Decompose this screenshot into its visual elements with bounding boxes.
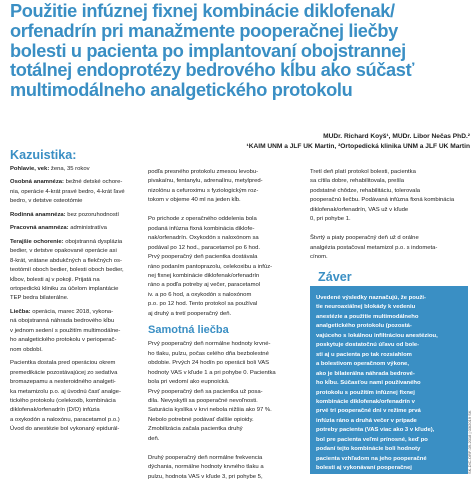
title-line: orfenadrín pri manažmente pooperačnej liečby	[10, 20, 398, 41]
title-line: totálnej endoprotézy bedrového kĺbu ako súčasť	[10, 60, 414, 81]
section-heading-samotna-liecba: Samotná liečba	[148, 324, 229, 337]
paragraph-premedication	[10, 359, 142, 435]
author-affiliations: ¹KAIM UNM a JLF UK Martin, ²Ortopedická klinika UNM a JLF UK Martin	[246, 142, 470, 150]
text-line: dýchania, normálne hodnoty krvného tlaku a	[148, 464, 264, 471]
text-line: sa cítila dobre, rehabilitovala, prešla	[310, 178, 404, 185]
text-line: infúzia ráno a druhá večer v prípade	[316, 417, 417, 424]
text-line: tokom v objeme 40 ml na jeden kĺb.	[148, 197, 241, 204]
text-line: analgetického protokolu (pozostá-	[316, 323, 412, 330]
text-line: poskytuje dostatočnú úľavu od bole-	[316, 342, 420, 349]
text-line: kĺbov, bolesti aj v pokoji. Prijatá na	[10, 276, 100, 283]
text-line: nej fixnej kombinácie diklofenak/orfenadrín	[148, 272, 260, 279]
text-line: premedikácie pozostávajúcej zo sedatíva	[10, 369, 118, 376]
text-line: bežné detské ochore-	[64, 179, 123, 186]
text-line: ráno podaním pantoprazolu, celekoxibu a infúz-	[148, 263, 273, 270]
text-line: pivakaínu, fentanylu, adrenalínu, metylpred-	[148, 178, 263, 185]
field-label: Rodinná anamnéza:	[10, 211, 66, 218]
paragraph-treatment	[10, 308, 142, 355]
text-line: ako je bilaterálna náhrada bedrové-	[316, 370, 415, 377]
text-line: Úvod do anestézie bol vykonaný epidurál-	[10, 426, 120, 433]
text-line: Uvedené výsledky naznačujú, že použi-	[316, 295, 426, 301]
text-line: Zmobilizácia začala pacientka druhý	[148, 426, 243, 433]
text-line	[310, 225, 466, 234]
text-line: 0, pri pohybe 1.	[310, 216, 351, 223]
author-names: MUDr. Richard Koyš¹, MUDr. Libor Nečas PhD.²	[323, 133, 470, 140]
text-line: podával po 12 hod., paracetamol po 6 hod.	[148, 244, 261, 251]
text-line: aj druhý a tretí pooperačný deň.	[148, 310, 232, 317]
text-line: pacienta vzhľadom na jeho pooperačné	[316, 455, 427, 462]
text-line: bolesti aj vykonávaní pooperačnej	[316, 465, 412, 472]
text-line: 8-krát, vrátane abdukčných a flekčných os-	[10, 257, 122, 264]
author-block	[215, 132, 470, 151]
field-label: Pohlavie, vek:	[10, 166, 50, 172]
text-line: tického protokolu (celekoxib, kombinácia	[10, 397, 116, 404]
text-line: ho analgetického protokolu v perioperač-	[10, 337, 117, 344]
text-line: podaní tejto kombinácie boli hodnoty	[316, 446, 421, 453]
text-line: protokolu s použitím infúznej fixnej	[316, 389, 415, 396]
text-line: ho kĺbu. Súčasťou nami používaného	[316, 380, 421, 387]
text-line: analgézia postačoval metamizol p.o. s indometa-	[310, 244, 438, 251]
text-line: dila. Nevyskytli sa pooperačné nevoľnosti.	[148, 397, 258, 404]
column-day3	[310, 168, 466, 284]
text-line: ná obojstranná náhrada bedrového kĺbu	[10, 318, 115, 325]
text-line: bedier, v detstve opakované operácie asi	[10, 248, 117, 255]
text-line: teotómií oboch bedier, bolesti oboch bedier,	[10, 267, 124, 274]
text-line: nia, operácie 4-krát pravé bedro, 4-krát ľavé	[10, 188, 125, 195]
text-line: anestézie a použitie multimodálneho	[316, 313, 419, 320]
paragraph-family-history	[10, 211, 142, 220]
text-line: Pacientka dostala pred operáciou okrem	[10, 360, 116, 367]
title-line: Použitie infúznej fixnej kombinácie diklofenak/	[10, 1, 395, 21]
text-line: iv. a po 6 hod, a oxykodón s naloxónom	[148, 291, 252, 298]
text-line: Prvý pooperačný deň sa pacientka už posa-	[148, 388, 263, 395]
text-line: tie neuroaxiálnej blokády k vedeniu	[316, 304, 416, 311]
text-line: p.o. po 12 hod. Tento protokol sa používal	[148, 301, 258, 308]
text-line: Prvý pooperačný deň normálne hodnoty krvné-	[148, 341, 271, 348]
text-line: diklofenak/orfenadrín (D/O) infúzia	[10, 407, 100, 414]
text-line: Po prichode z operačného oddelenia bola	[148, 216, 257, 223]
text-line: ka metamizolu p.o. aj úvodnú časť analge-	[10, 388, 121, 395]
paragraph-work-history	[10, 224, 142, 233]
text-line: Štvrtý a piaty pooperačný deň už d orálne	[310, 235, 419, 242]
paragraph-postop	[148, 340, 301, 482]
text-line: sti aj u pacienta po tak rozsiahlom	[316, 351, 412, 358]
text-line: diklofenak/orfenadrín, VAS už v kľude	[310, 206, 409, 213]
text-line: a bolestivom operačnom výkone,	[316, 361, 409, 368]
paragraph-protocol	[148, 168, 301, 319]
text-line: Saturácia kyslíka v krvi nebola nižšia ako 97 %.	[148, 407, 272, 414]
text-line: operácia, marec 2018, vykona-	[30, 308, 114, 315]
text-line: prvé tri pooperačné dni v režime prvá	[316, 408, 421, 415]
article-title	[10, 2, 468, 101]
title-line: multimodálneho analgetického protokolu	[10, 80, 353, 101]
paragraph-day3	[310, 168, 466, 263]
text-line: Druhý pooperačný deň normálne frekvencia	[148, 454, 263, 461]
text-line: potreby pacienta (VAS viac ako 3 v kľude),	[316, 427, 435, 434]
section-heading-kazuistika: Kazuistika:	[10, 148, 77, 162]
text-line: ortopedickú kliniku za účelom implantácie	[10, 285, 119, 292]
text-line: pulzu, hodnota VAS v kľude 3, pri pohybe 5,	[148, 473, 263, 480]
text-line: obojstranná dysplázia	[63, 238, 123, 245]
text-line: a oxykodón a naloxónu, paracetamol p.o.)	[10, 416, 120, 423]
field-value: administratíva	[68, 225, 107, 232]
text-line: cínom.	[310, 254, 328, 261]
text-line: bola pri vedomí ako eupnoická.	[148, 379, 230, 386]
text-line: nak/orfenadrín. Oxykodón s naloxónom sa	[148, 235, 259, 242]
title-line: bolesti u pacienta po implantovaní obojstrannej	[10, 40, 406, 61]
text-line: deň.	[148, 435, 160, 442]
text-line	[148, 444, 301, 453]
paragraph-personal-history	[10, 178, 142, 206]
field-value: žena, 35 rokov	[49, 166, 90, 172]
text-line: Prvý pooperačný deň pacientka dostávala	[148, 254, 258, 261]
text-line: obdobie. Prvých 24 hodín po operácii boli VAS	[148, 360, 270, 367]
field-label: Liečba:	[10, 308, 31, 315]
text-line	[148, 206, 301, 215]
text-line: podaná infúzna fixná kombinácia diklofe-	[148, 225, 255, 232]
text-line: vajúceho s lokálnou infiltráciou anestéziou,	[316, 332, 438, 339]
text-line: bedro, v detstve osteotómie	[10, 198, 83, 205]
paragraph-current-illness	[10, 238, 142, 304]
text-line: TEP bedra bilaterálne.	[10, 295, 69, 302]
text-line: ho tlaku, pulzu, počas celého dňa bezbolestné	[148, 350, 269, 357]
conclusion-box	[310, 286, 468, 474]
text-line: kombinácie diklofenak/orfenadrín v	[316, 398, 415, 405]
text-line: nom období.	[10, 346, 43, 353]
text-line: bol pre pacienta veľmi prínosné, keď po	[316, 436, 428, 443]
text-line: ráno a podľa potreby aj večer, paracetamol	[148, 282, 261, 289]
text-line: v jednom sedení s použitím multimodálne-	[10, 327, 121, 334]
field-label: Terajšie ochorenie:	[10, 238, 64, 245]
text-line: bromazepamu a nesteroidného analgeti-	[10, 379, 116, 386]
field-value: bez pozoruhodností	[65, 211, 120, 218]
text-line: Nebolo potrebné podávať ďalšie opioidy.	[148, 416, 254, 423]
text-line: podľa presného protokolu zmesou levobu-	[148, 169, 259, 175]
field-label: Osobná anamnéza:	[10, 179, 65, 186]
column-protocol	[148, 168, 301, 480]
section-heading-zaver: Záver	[318, 270, 352, 284]
document-code: SK-DIC-ORF-09-2018 | 03/2019 SK	[467, 410, 472, 474]
conclusion-text	[316, 294, 462, 474]
text-line: pooperačnú liečbu. Podávaná infúzna fixná kombinácia	[310, 197, 455, 204]
column-case-report	[10, 148, 142, 474]
text-line: podstatné chôdze, rehabilitáciu, tolerovala	[310, 187, 421, 194]
text-line: nizolónu a cefuroximu s fyziologickým roz-	[148, 187, 259, 194]
text-line: Tretí deň platí protokol bolesti, pacientka	[310, 169, 416, 175]
text-line: hodnoty VAS v kľude 1 a pri pohybe 0. Pacientka	[148, 369, 276, 376]
paragraph-patient	[10, 165, 142, 174]
field-label: Pracovná anamnéza:	[10, 225, 69, 232]
